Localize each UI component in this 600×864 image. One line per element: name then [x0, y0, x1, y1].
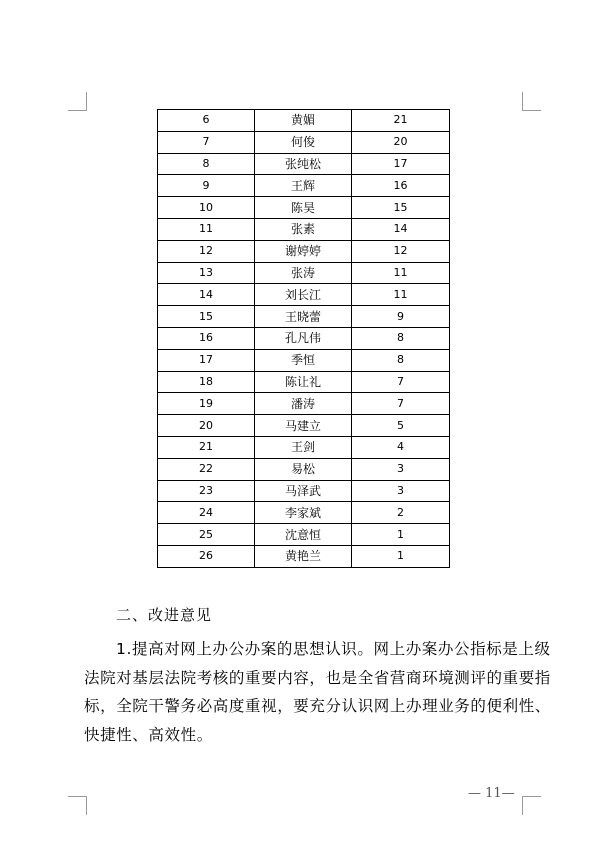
rank-cell: 9 [158, 175, 255, 197]
rank-cell: 23 [158, 480, 255, 502]
table-row [158, 524, 450, 546]
name-cell: 季恒 [255, 349, 352, 371]
count-cell: 11 [352, 284, 450, 306]
table-row [158, 175, 450, 197]
name-cell: 张纯松 [255, 153, 352, 175]
count-cell: 12 [352, 240, 450, 262]
rank-cell: 20 [158, 415, 255, 437]
count-cell: 2 [352, 502, 450, 524]
crop-mark-top-right [522, 92, 541, 111]
count-cell: 1 [352, 545, 450, 567]
table-row [158, 240, 450, 262]
name-cell: 黄艳兰 [255, 545, 352, 567]
name-cell: 沈意恒 [255, 524, 352, 546]
crop-mark-bottom-left [68, 796, 87, 815]
table-row [158, 393, 450, 415]
rank-cell: 13 [158, 262, 255, 284]
count-cell: 15 [352, 197, 450, 219]
rank-cell: 7 [158, 131, 255, 153]
name-cell: 王晓蕾 [255, 306, 352, 328]
table-row [158, 284, 450, 306]
count-cell: 5 [352, 415, 450, 437]
rank-cell: 26 [158, 545, 255, 567]
name-cell: 王剑 [255, 436, 352, 458]
count-cell: 1 [352, 524, 450, 546]
crop-mark-top-left [68, 92, 87, 111]
count-cell: 4 [352, 436, 450, 458]
rank-cell: 22 [158, 458, 255, 480]
rank-cell: 17 [158, 349, 255, 371]
rank-cell: 18 [158, 371, 255, 393]
rank-cell: 21 [158, 436, 255, 458]
table-row [158, 545, 450, 567]
count-cell: 17 [352, 153, 450, 175]
table-row [158, 306, 450, 328]
count-cell: 8 [352, 349, 450, 371]
table-row [158, 327, 450, 349]
rank-cell: 15 [158, 306, 255, 328]
name-cell: 孔凡伟 [255, 327, 352, 349]
count-cell: 3 [352, 480, 450, 502]
count-cell: 7 [352, 371, 450, 393]
name-cell: 何俊 [255, 131, 352, 153]
count-cell: 14 [352, 218, 450, 240]
rank-cell: 16 [158, 327, 255, 349]
rank-cell: 19 [158, 393, 255, 415]
rank-cell: 12 [158, 240, 255, 262]
table-row [158, 110, 450, 132]
count-cell: 9 [352, 306, 450, 328]
count-cell: 3 [352, 458, 450, 480]
name-cell: 马泽武 [255, 480, 352, 502]
ranking-table [157, 109, 450, 568]
table-row [158, 349, 450, 371]
count-cell: 20 [352, 131, 450, 153]
table-row [158, 197, 450, 219]
name-cell: 易松 [255, 458, 352, 480]
table-row [158, 262, 450, 284]
name-cell: 李家斌 [255, 502, 352, 524]
table-row [158, 436, 450, 458]
count-cell: 8 [352, 327, 450, 349]
page-number: — 11— [468, 786, 515, 801]
rank-cell: 6 [158, 110, 255, 132]
count-cell: 11 [352, 262, 450, 284]
table-row [158, 371, 450, 393]
rank-cell: 14 [158, 284, 255, 306]
table-row [158, 153, 450, 175]
rank-cell: 11 [158, 218, 255, 240]
name-cell: 刘长江 [255, 284, 352, 306]
section-paragraph: 1.提高对网上办公办案的思想认识。网上办案办公指标是上级法院对基层法院考核的重要内容，也是全省营商环境测评的重要指标，全院干警务必高度重视，要充分认识网上办理业务的便利性、快捷性、高效性。 [84, 640, 551, 744]
ranking-table-body [158, 110, 450, 568]
count-cell: 16 [352, 175, 450, 197]
section-heading: 二、改进意见 [116, 606, 213, 624]
name-cell: 谢婷婷 [255, 240, 352, 262]
name-cell: 张素 [255, 218, 352, 240]
rank-cell: 24 [158, 502, 255, 524]
name-cell: 张涛 [255, 262, 352, 284]
rank-cell: 25 [158, 524, 255, 546]
table-row [158, 218, 450, 240]
table-row [158, 502, 450, 524]
rank-cell: 8 [158, 153, 255, 175]
name-cell: 黄媚 [255, 110, 352, 132]
table-row [158, 131, 450, 153]
count-cell: 21 [352, 110, 450, 132]
table-row [158, 415, 450, 437]
rank-cell: 10 [158, 197, 255, 219]
name-cell: 陈昊 [255, 197, 352, 219]
name-cell: 潘涛 [255, 393, 352, 415]
name-cell: 王辉 [255, 175, 352, 197]
count-cell: 7 [352, 393, 450, 415]
crop-mark-bottom-right [522, 796, 541, 815]
name-cell: 陈让礼 [255, 371, 352, 393]
table-row [158, 480, 450, 502]
table-row [158, 458, 450, 480]
name-cell: 马建立 [255, 415, 352, 437]
